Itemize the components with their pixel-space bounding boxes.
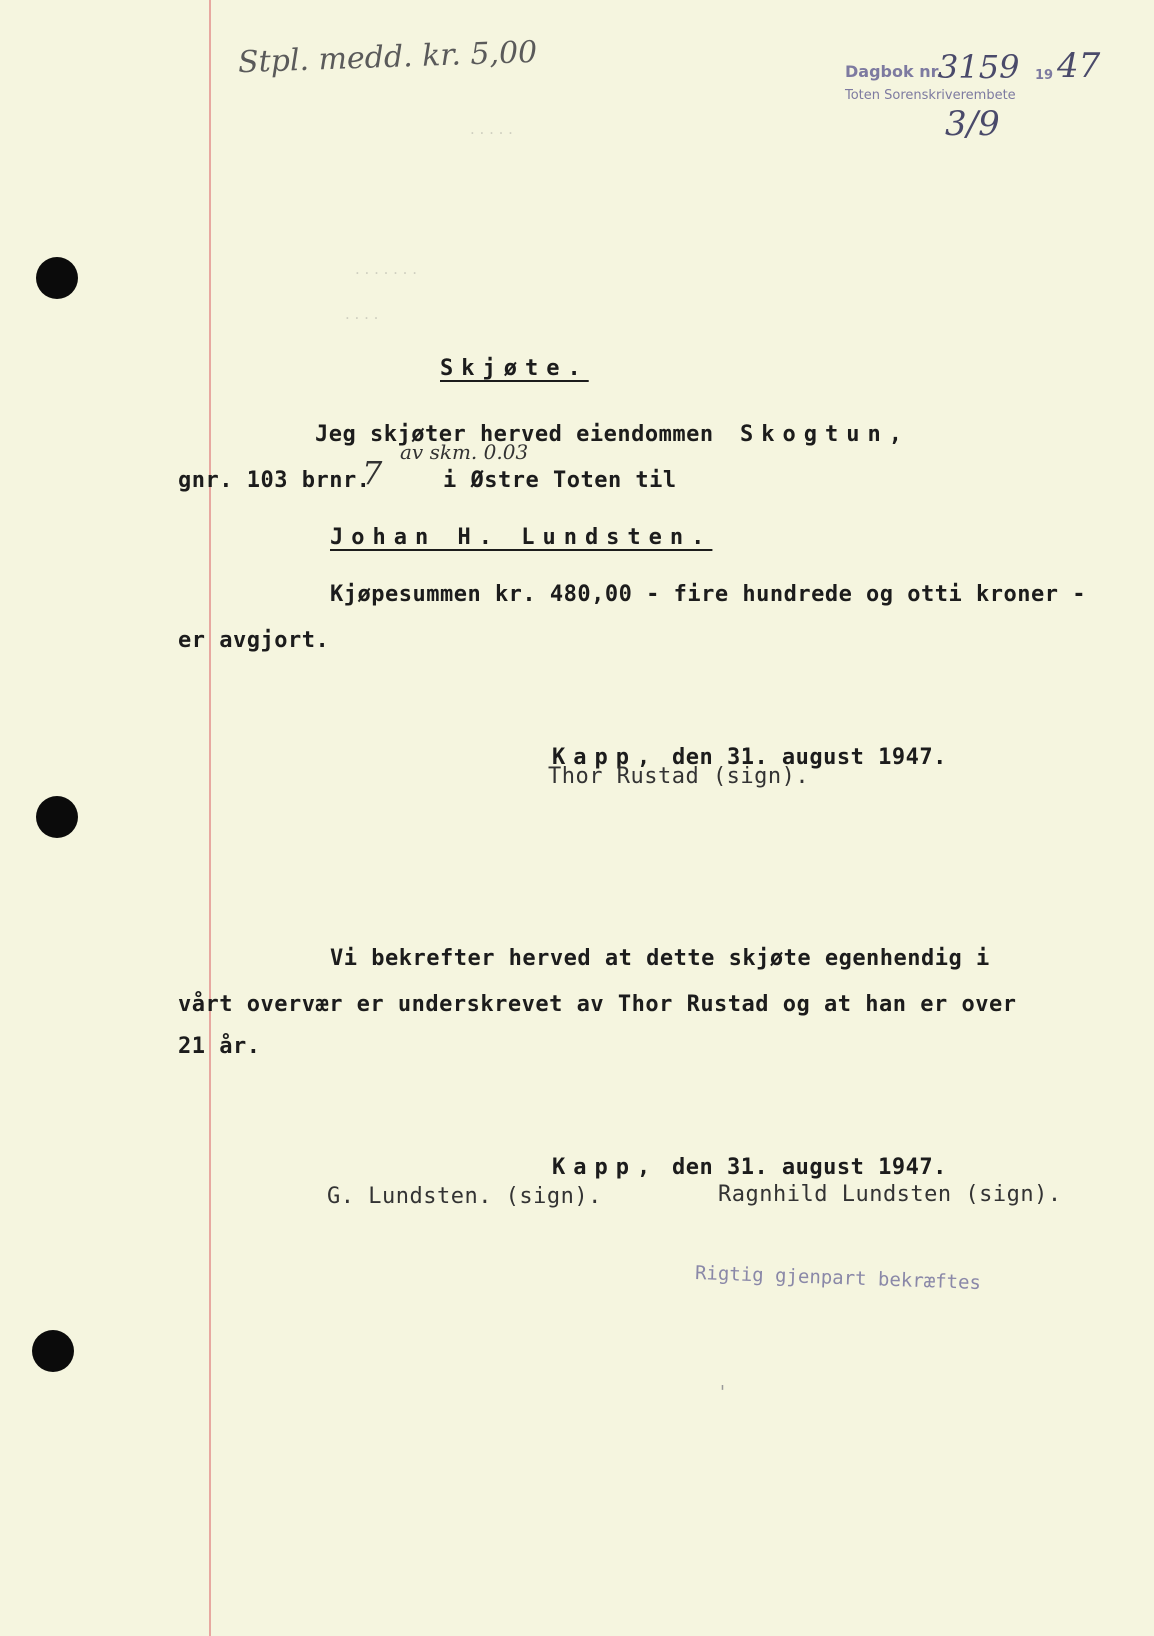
document-title: Skjøte.	[440, 356, 589, 381]
paragraph1-line2-end: i Østre Toten til	[443, 468, 677, 493]
margin-note: Stpl. medd. kr. 5,00	[237, 34, 538, 81]
witness-2-signature: Ragnhild Lundsten (sign).	[718, 1182, 1062, 1207]
stamp-date: 3/9	[945, 104, 1000, 144]
punch-hole	[36, 257, 78, 299]
handwritten-brnr: 7	[362, 454, 383, 492]
witness-line3: 21 år.	[178, 1034, 261, 1059]
date-1: den 31. august 1947.	[671, 745, 947, 770]
paragraph1-line1: Jeg skjøter herved eiendommen	[315, 422, 714, 447]
margin-line	[209, 0, 211, 1636]
bleed-through-text: . . . .	[345, 305, 379, 323]
bleed-through-text: . . . . .	[470, 120, 513, 138]
certification-stamp: Rigtig gjenpart bekræftes	[694, 1262, 982, 1294]
punch-hole	[36, 796, 78, 838]
stamp-label: Dagbok nr.	[845, 62, 943, 81]
stamp-year: 47	[1057, 46, 1101, 86]
place-1: Kapp,	[551, 745, 659, 770]
handwritten-note: av skm. 0.03	[400, 440, 529, 464]
stamp-number: 3159	[938, 48, 1020, 86]
stamp-year-prefix: 19	[1035, 68, 1054, 83]
price-line2: er avgjort.	[178, 628, 330, 653]
price-line1: Kjøpesummen kr. 480,00 - fire hundrede og otti kroner -	[330, 582, 1086, 607]
witness-line2: vårt overvær er underskrevet av Thor Rustad og at han er over	[178, 992, 1017, 1017]
paragraph1-line2-start: gnr. 103 brnr.	[178, 468, 371, 493]
stamp-office: Toten Sorenskriverembete	[845, 88, 1016, 103]
place-2: Kapp,	[551, 1155, 659, 1180]
date-2: den 31. august 1947.	[671, 1155, 947, 1180]
property-name: Skogtun,	[740, 422, 910, 447]
bleed-through-text: . . . . . . .	[355, 260, 417, 278]
witness-line1: Vi bekrefter herved at dette skjøte egenhendig i	[330, 946, 990, 971]
pen-mark: '	[720, 1382, 725, 1403]
seller-signature: Thor Rustad (sign).	[548, 764, 810, 789]
buyer-name: Johan H. Lundsten.	[330, 525, 713, 550]
witness-1-signature: G. Lundsten. (sign).	[327, 1184, 602, 1209]
punch-hole	[32, 1330, 74, 1372]
